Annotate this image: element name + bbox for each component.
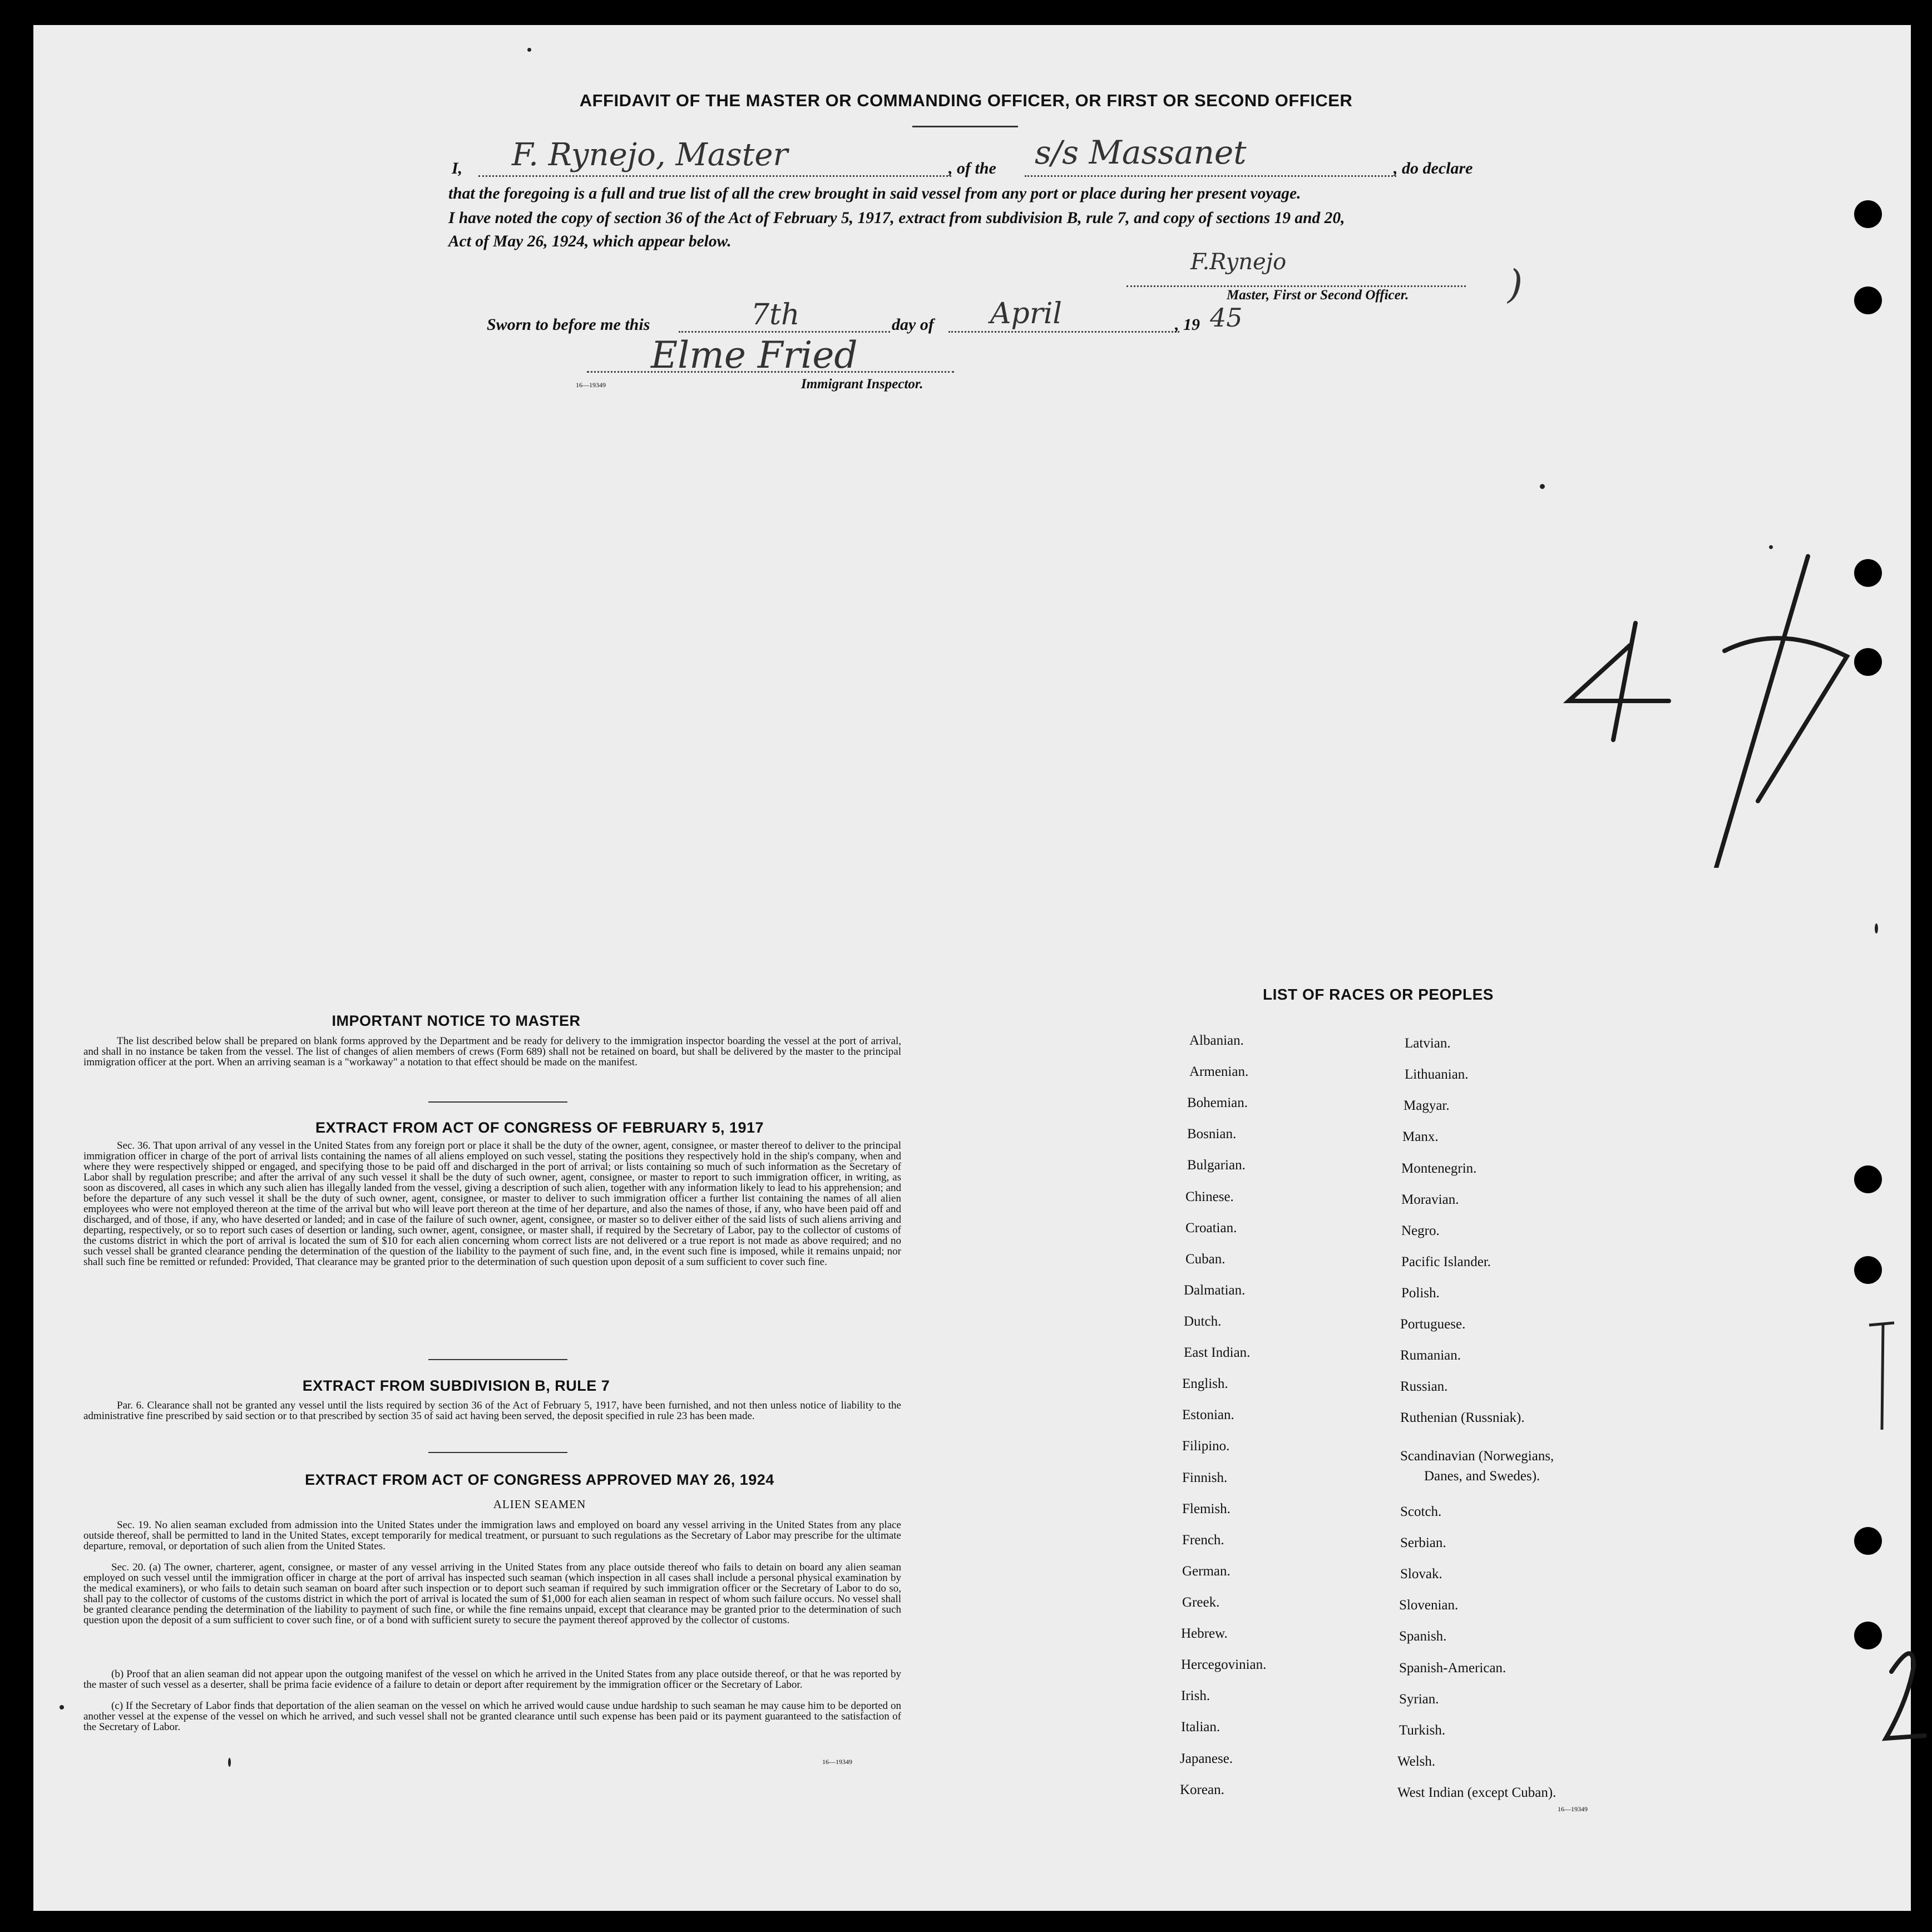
race-item: Korean. <box>1180 1782 1224 1797</box>
race-item: Dutch. <box>1184 1314 1222 1329</box>
race-item: Pacific Islander. <box>1401 1254 1491 1269</box>
race-item: Filipino. <box>1182 1439 1230 1454</box>
race-item: Latvian. <box>1405 1036 1451 1051</box>
inspector-label: Immigrant Inspector. <box>801 377 923 392</box>
race-item: Lithuanian. <box>1405 1067 1469 1082</box>
page-mark-drawing <box>1880 1638 1928 1744</box>
master-signature: F.Rynejo <box>1190 249 1287 275</box>
day-of-label: day of <box>892 315 934 334</box>
race-item: West Indian (except Cuban). <box>1397 1785 1557 1800</box>
speck <box>228 1758 231 1767</box>
race-item: Flemish. <box>1182 1501 1231 1516</box>
date-mark-drawing <box>1546 534 1858 868</box>
affidavit-line-3: I have noted the copy of section 36 of the Act of February 5, 1917, extract from subdivision B, rule 7, and copy of sections 19 and 20, <box>448 209 1345 227</box>
document-sheet <box>33 25 1911 1911</box>
race-item: Albanian. <box>1189 1033 1244 1048</box>
race-item: Syrian. <box>1399 1692 1439 1707</box>
race-item: German. <box>1182 1564 1231 1579</box>
race-item: Portuguese. <box>1400 1317 1466 1332</box>
race-item: Magyar. <box>1404 1098 1450 1113</box>
race-item: Rumanian. <box>1400 1348 1461 1363</box>
sec20c-text: (c) If the Secretary of Labor finds that deportation of the alien seaman on the vessel on which he arrived would cause undue hardship to such seaman he may cause him to be deported on another vessel at the expense of the vessel on which he arrived, and such vessel shall not be granted clearance until such expense has been paid or its payment guaranteed to the satisfaction of the Secretary of Labor. <box>83 1700 901 1733</box>
race-item: French. <box>1182 1533 1224 1548</box>
extract-1917-text: Sec. 36. That upon arrival of any vessel in the United States from any foreign port or place it shall be the duty of the owner, agent, consignee, or master thereof to deliver to the principal immigration officer in charge of the port of arrival lists containing the names of all aliens employed on such vessel, stating the positions they respectively hold in the ship's company, when and where they were respectively shipped or engaged, and specifying those to be paid off and discharged in the port of arrival; or lists containing so much of such information as the Secretary of Labor shall by regulation prescribe; and after the arrival of any such vessel it shall be the duty of such owner, agent, consignee, or master to report to such immigration officer, in writing, as soon as discovered, all cases in which any such alien has illegally landed from the vessel, giving a description of such alien, together with any information likely to lead to his apprehension; and before the departure of any such vessel it shall be the duty of such owner, agent, consignee, or master to deliver to such immigration officer a further list containing the names of all alien employees who were not employed thereon at the time of the arrival but who will leave port thereon at the time of her departure, and also the names of those, if any, who have been paid off and discharged, and of those, if any, who have deserted or landed; and in case of the failure of such owner, agent, consignee, or master so to deliver either of the said lists of such aliens arriving and departing, respectively, or so to report such cases of desertion or landing, such owner, agent, consignee, or master shall, if required by the Secretary of Labor, pay to the collector of customs of the customs district in which the port of arrival is located the sum of $10 for each alien concerning whom correct lists are not delivered or a true report is not made as above required; and no such vessel shall be granted clearance pending the determination of the question of the liability to the payment of such fine, and, in the event such fine is imposed, while it remains unpaid; nor shall such fine be remitted or refunded: Provided, That clearance may be granted prior to the determination of such question upon deposit of a sum sufficient to cover such fine. <box>83 1140 901 1268</box>
race-item: Serbian. <box>1400 1535 1446 1550</box>
race-item: Moravian. <box>1401 1192 1459 1207</box>
race-item: Dalmatian. <box>1184 1283 1246 1298</box>
race-item: Scotch. <box>1400 1504 1442 1519</box>
master-name-handwritten: F. Rynejo, Master <box>512 137 788 173</box>
punch-hole <box>1854 1256 1882 1284</box>
year-handwritten: 45 <box>1210 303 1243 333</box>
race-item: East Indian. <box>1184 1345 1251 1360</box>
sec20a-text: Sec. 20. (a) The owner, charterer, agent, consignee, or master of any vessel arriving in the United States from any place outside thereof who fails to detain on board any alien seaman employed on such vessel until the immigration officer in charge at the port of arrival has inspected such seaman (which inspection in all cases shall include a personal physical examination by the medical examiners), or who fails to detain such seaman on board after such inspection or to deport such seaman if required by such immigration officer or the Secretary of Labor to do so, shall pay to the collector of customs of the customs district in which the port of arrival is located the sum of $1,000 for each alien seaman in respect of whom such failure occurs. No vessel shall be granted clearance pending the determination of the liability to payment of such fine, or while the fine remains unpaid, except that clearance may be granted prior to the determination of such question upon the deposit of a sum sufficient to cover such fine, or of a bond with sufficient surety to secure the payment thereof approved by the collector of customs. <box>83 1562 901 1626</box>
affidavit-line-2: that the foregoing is a full and true list of all the crew brought in said vessel from any port or place during her present voyage. <box>448 185 1301 202</box>
race-item: Bosnian. <box>1187 1126 1237 1142</box>
race-item: Slovenian. <box>1399 1598 1459 1613</box>
speck <box>1875 923 1878 933</box>
affidavit-title: AFFIDAVIT OF THE MASTER OR COMMANDING OFFICER, OR FIRST OR SECOND OFFICER <box>579 91 1353 110</box>
race-item: Spanish. <box>1399 1629 1447 1644</box>
of-the-label: , of the <box>948 159 996 177</box>
edge-mark <box>1866 1318 1900 1441</box>
race-item: Welsh. <box>1397 1754 1436 1769</box>
punch-hole <box>1854 648 1882 676</box>
notice-text: The list described below shall be prepared on blank forms approved by the Department and be ready for delivery to the immigration inspector boarding the vessel at the port of arrival, and shall in no instance be taken from the vessel. The list of changes of alien members of crews (Form 689) shall not be retained on board, but shall be delivered by the master to the principal immigration officer at the port. When an arriving seaman is a "workaway" a notation to that effect should be made on the manifest. <box>83 1035 901 1068</box>
affidavit-i: I, <box>452 159 463 177</box>
extract-1924-title: EXTRACT FROM ACT OF CONGRESS APPROVED MAY 26, 1924 <box>305 1471 774 1488</box>
month-line <box>948 331 1179 333</box>
year-prefix-label: , 19 <box>1175 315 1200 334</box>
sec20b-text: (b) Proof that an alien seaman did not appear upon the outgoing manifest of the vessel on which he arrived in the United States from any place outside thereof, or that he was reported by the master of such vessel as a deserter, shall be prima facie evidence of a failure to detain or deport after requirement by the immigration officer or the Secretary of Labor. <box>83 1668 901 1691</box>
race-item: Croatian. <box>1185 1221 1237 1236</box>
race-item: Turkish. <box>1399 1723 1446 1738</box>
race-item: Chinese. <box>1185 1189 1234 1204</box>
month-handwritten: April <box>990 297 1062 330</box>
punch-hole <box>1854 200 1882 228</box>
signature-label: Master, First or Second Officer. <box>1227 288 1409 303</box>
speck <box>1769 545 1773 549</box>
punch-hole <box>1854 1622 1882 1649</box>
race-item: Finnish. <box>1182 1470 1228 1485</box>
extract-1917-rule <box>428 1359 567 1360</box>
sec19-text: Sec. 19. No alien seaman excluded from admission into the United States under the immigration laws and employed on board any vessel arriving in the United States from any place outside thereof, shall be permitted to land in the United States, except temporarily for medical treatment, or pursuant to such regulations as the Secretary of Labor may prescribe for the ultimate departure, removal, or deportation of such alien from the United States. <box>83 1519 901 1552</box>
sworn-label: Sworn to before me this <box>487 315 650 334</box>
punch-hole <box>1854 559 1882 587</box>
day-handwritten: 7th <box>751 298 800 332</box>
extract-1924-subtitle: ALIEN SEAMEN <box>493 1498 586 1511</box>
race-item: Italian. <box>1181 1719 1221 1735</box>
race-item: Estonian. <box>1182 1407 1234 1422</box>
punch-hole <box>1854 1527 1882 1555</box>
punch-hole <box>1854 286 1882 314</box>
race-item: Montenegrin. <box>1401 1161 1477 1176</box>
notice-rule <box>428 1101 567 1103</box>
race-item: Hercegovinian. <box>1181 1657 1267 1672</box>
race-item: Slovak. <box>1400 1567 1442 1582</box>
race-item: Danes, and Swedes). <box>1424 1469 1540 1484</box>
race-item: Greek. <box>1182 1595 1220 1610</box>
races-form-number: 16—19349 <box>1558 1805 1588 1813</box>
bracket-mark: ) <box>1508 261 1523 307</box>
race-item: Hebrew. <box>1181 1626 1228 1641</box>
race-item: English. <box>1182 1376 1228 1391</box>
race-item: Irish. <box>1181 1688 1210 1703</box>
race-item: Russian. <box>1400 1379 1448 1394</box>
speck <box>527 48 531 52</box>
rule7-text: Par. 6. Clearance shall not be granted any vessel until the lists required by section 36 of the Act of February 5, 1917, have been furnished, and not then unless notice of liability to the administrative fine prescribed by said section or to that prescribed by section 35 of said act having been served, the deposit specified in rule 23 has been made. <box>83 1400 901 1422</box>
notice-title: IMPORTANT NOTICE TO MASTER <box>332 1012 581 1029</box>
extract-1917-title: EXTRACT FROM ACT OF CONGRESS OF FEBRUARY 5, 1917 <box>315 1119 764 1136</box>
affidavit-form-number: 16—19349 <box>576 381 606 389</box>
do-declare-label: , do declare <box>1394 159 1473 177</box>
races-title: LIST OF RACES OR PEOPLES <box>1263 986 1494 1003</box>
race-item: Manx. <box>1402 1129 1439 1144</box>
race-item: Ruthenian (Russniak). <box>1400 1410 1525 1425</box>
extract-1924-form-number: 16—19349 <box>822 1758 852 1766</box>
affidavit-line-4: Act of May 26, 1924, which appear below. <box>448 233 732 250</box>
race-item: Negro. <box>1401 1223 1440 1238</box>
race-item: Bohemian. <box>1187 1095 1248 1110</box>
inspector-line <box>587 371 954 373</box>
race-item: Cuban. <box>1185 1252 1226 1267</box>
inspector-signature: Elme Fried <box>651 334 858 377</box>
race-item: Scandinavian (Norwegians, <box>1400 1449 1554 1464</box>
master-name-line <box>478 175 951 177</box>
rule7-title: EXTRACT FROM SUBDIVISION B, RULE 7 <box>302 1377 610 1394</box>
title-rule <box>912 126 1018 127</box>
race-item: Spanish-American. <box>1399 1661 1506 1676</box>
punch-hole <box>1854 1165 1882 1193</box>
race-item: Polish. <box>1401 1286 1440 1301</box>
speck <box>1540 484 1545 489</box>
signature-line <box>1126 285 1466 287</box>
vessel-handwritten: s/s Massanet <box>1035 134 1247 171</box>
vessel-line <box>1025 175 1396 177</box>
speck <box>60 1705 64 1709</box>
race-item: Armenian. <box>1189 1064 1249 1079</box>
rule7-rule <box>428 1452 567 1453</box>
race-item: Japanese. <box>1180 1751 1233 1766</box>
race-item: Bulgarian. <box>1187 1158 1246 1173</box>
